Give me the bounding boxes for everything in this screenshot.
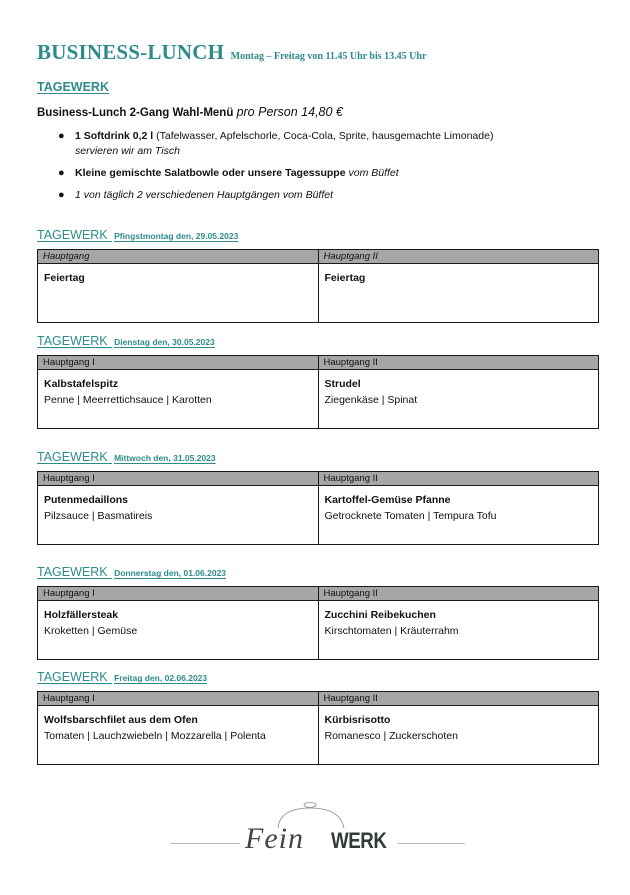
day-section xyxy=(37,332,599,429)
dish-name: Feiertag xyxy=(44,272,85,284)
day-label: TAGEWERK xyxy=(37,565,108,579)
dish-sides: Romanesco | Zuckerschoten xyxy=(324,730,458,742)
dish-name: Wolfsbarschfilet aus dem Ofen xyxy=(44,714,198,726)
column-header: Hauptgang II xyxy=(318,692,599,706)
table-cell xyxy=(318,264,599,323)
divider-line xyxy=(170,843,240,844)
dish-name: Kalbstafelspitz xyxy=(44,378,119,390)
menu-table xyxy=(37,586,599,660)
dish-sides: Kroketten | Gemüse xyxy=(44,625,138,637)
table-cell xyxy=(38,601,319,660)
table-row xyxy=(38,706,599,765)
offer-label: Business-Lunch 2-Gang Wahl-Menü xyxy=(37,107,234,119)
column-header: Hauptgang I xyxy=(38,587,319,601)
footer-logo xyxy=(170,800,465,865)
day-label: TAGEWERK xyxy=(37,334,108,348)
opening-hours: Montag – Freitag von 11.45 Uhr bis 13.45 Uhr xyxy=(230,51,427,62)
bullet-item xyxy=(55,129,575,159)
dish-name: Zucchini Reibekuchen xyxy=(324,609,436,621)
divider-line xyxy=(398,843,465,844)
table-row xyxy=(38,486,599,545)
dish-name: Holzfällersteak xyxy=(44,609,119,621)
column-header: Hauptgang II xyxy=(318,587,599,601)
dish-sides: Kirschtomaten | Kräuterrahm xyxy=(324,625,459,637)
dish-name: Kürbisrisotto xyxy=(324,714,391,726)
title-row xyxy=(37,40,426,65)
table-cell xyxy=(38,706,319,765)
dish-sides: Tomaten | Lauchzwiebeln | Mozzarella | Polenta xyxy=(44,730,266,742)
day-date: Pfingstmontag den, 29.05.2023 xyxy=(114,231,239,241)
bullet-icon: ● xyxy=(58,189,65,201)
day-section xyxy=(37,563,599,660)
dish-sides: Penne | Meerrettichsauce | Karotten xyxy=(44,394,212,406)
day-heading xyxy=(37,448,599,464)
table-header-row xyxy=(38,356,599,370)
column-header: Hauptgang I xyxy=(38,692,319,706)
day-section xyxy=(37,668,599,765)
day-date: Donnerstag den, 01.06.2023 xyxy=(114,568,227,578)
day-heading xyxy=(37,332,599,348)
menu-table xyxy=(37,249,599,323)
day-section xyxy=(37,226,599,323)
dish-name: Strudel xyxy=(324,378,361,390)
day-label: TAGEWERK xyxy=(37,450,108,464)
dish-sides: Ziegenkäse | Spinat xyxy=(324,394,418,406)
bullet-text: (Tafelwasser, Apfelschorle, Coca-Cola, Sprite, hausgemachte Limonade) xyxy=(153,130,494,142)
bullet-bold: 1 Softdrink 0,2 l xyxy=(75,130,154,142)
table-header-row xyxy=(38,472,599,486)
logo-wordmark: WERK xyxy=(331,828,387,853)
table-header-row xyxy=(38,250,599,264)
logo-script: Fein xyxy=(245,822,304,855)
day-label: TAGEWERK xyxy=(37,670,108,684)
bullet-bold: Kleine gemischte Salatbowle oder unsere Tagessuppe xyxy=(75,167,346,179)
table-cell xyxy=(38,370,319,429)
day-heading xyxy=(37,226,599,242)
table-row xyxy=(38,601,599,660)
column-header: Hauptgang xyxy=(38,250,319,264)
day-date: Freitag den, 02.06.2023 xyxy=(114,673,208,683)
bullet-icon: ● xyxy=(58,130,65,142)
day-date: Dienstag den, 30.05.2023 xyxy=(114,337,215,347)
offer-bullets xyxy=(55,129,575,210)
dish-sides: Pilzsauce | Basmatireis xyxy=(44,510,153,522)
table-cell xyxy=(318,601,599,660)
bullet-item xyxy=(55,188,575,203)
table-cell xyxy=(38,486,319,545)
day-heading xyxy=(37,563,599,579)
bullet-italic: 1 von täglich 2 verschiedenen Hauptgängen vom Büffet xyxy=(75,189,334,201)
day-heading xyxy=(37,668,599,684)
page-title: BUSINESS-LUNCH xyxy=(37,40,225,64)
table-cell xyxy=(318,706,599,765)
table-cell xyxy=(38,264,319,323)
table-row xyxy=(38,264,599,323)
column-header: Hauptgang II xyxy=(318,472,599,486)
bullet-italic: vom Büffet xyxy=(345,167,399,179)
column-header: Hauptgang II xyxy=(318,356,599,370)
dish-name: Kartoffel-Gemüse Pfanne xyxy=(324,494,451,506)
dish-name: Feiertag xyxy=(324,272,366,284)
menu-table xyxy=(37,691,599,765)
bullet-item xyxy=(55,166,575,181)
offer-price: pro Person 14,80 € xyxy=(236,105,343,119)
section-heading: TAGEWERK xyxy=(37,80,109,94)
menu-table xyxy=(37,355,599,429)
day-date: Mittwoch den, 31.05.2023 xyxy=(114,453,216,463)
table-cell xyxy=(318,370,599,429)
day-section xyxy=(37,448,599,545)
table-row xyxy=(38,370,599,429)
column-header: Hauptgang I xyxy=(38,356,319,370)
bullet-icon: ● xyxy=(58,167,65,179)
dish-name: Putenmedaillons xyxy=(44,494,129,506)
column-header: Hauptgang II xyxy=(318,250,599,264)
menu-table xyxy=(37,471,599,545)
bullet-italic: servieren wir am Tisch xyxy=(75,145,180,157)
column-header: Hauptgang I xyxy=(38,472,319,486)
offer-line xyxy=(37,105,343,119)
table-header-row xyxy=(38,692,599,706)
table-cell xyxy=(318,486,599,545)
table-header-row xyxy=(38,587,599,601)
dish-sides: Getrocknete Tomaten | Tempura Tofu xyxy=(324,510,497,522)
day-label: TAGEWERK xyxy=(37,228,108,242)
